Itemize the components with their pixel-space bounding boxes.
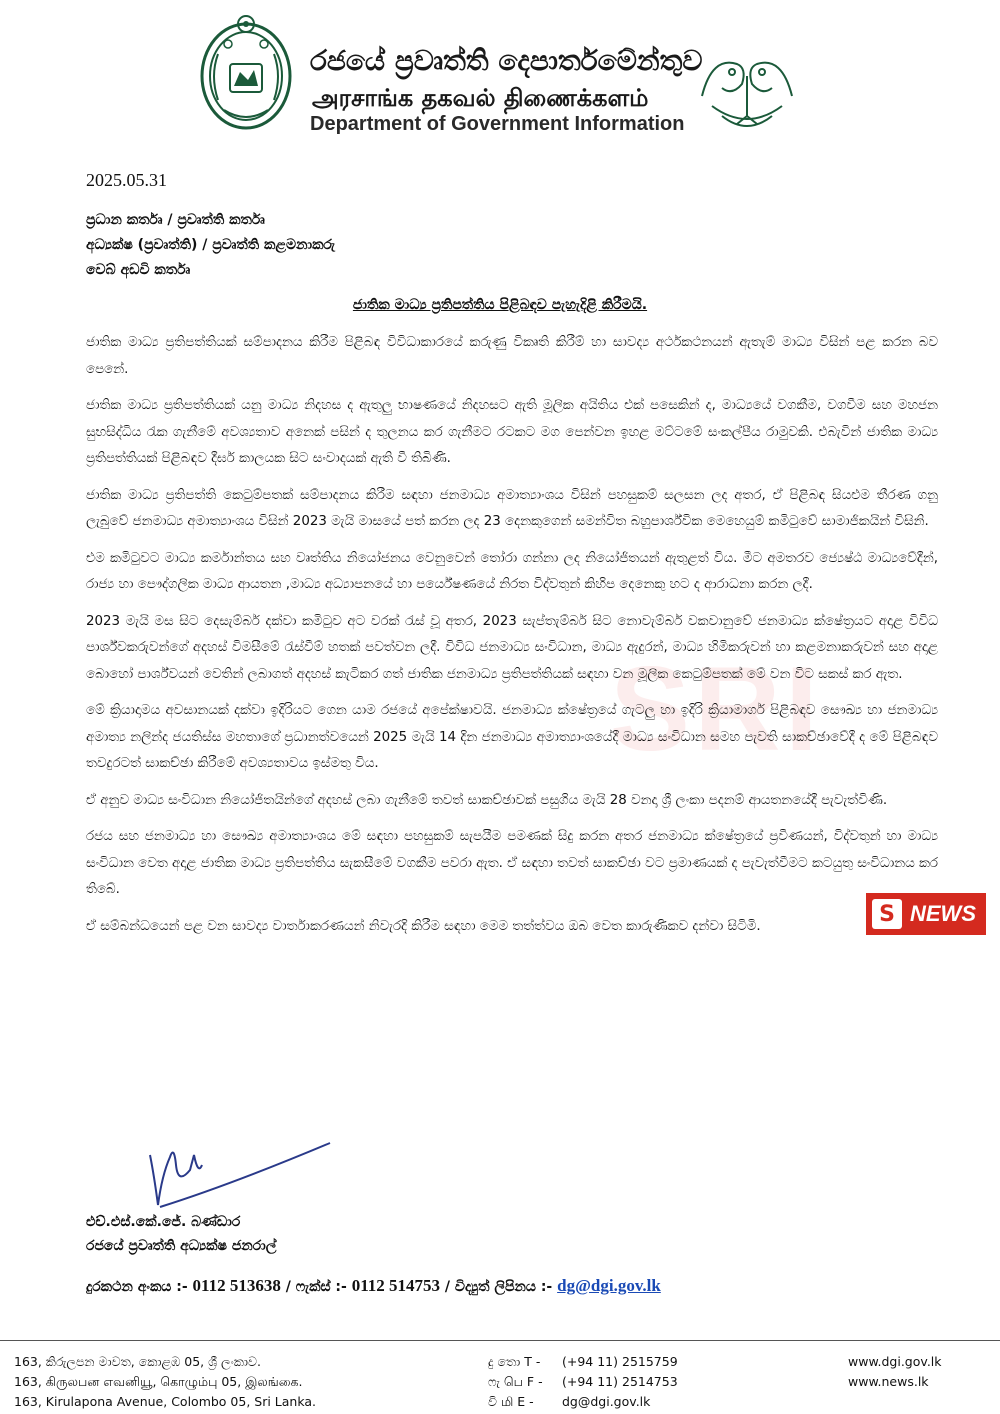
phone-label: දුරකථන අංකය :- xyxy=(86,1279,188,1295)
body-paragraph: ජාතික මාධ්‍ය ප්‍රතිපත්තියක් යනු මාධ්‍ය නිදහස ද ඇතුලු භාෂණයේ නිදහසට ඇති මූලික අයිතිය එක් පසෙකින් ද, මාධ්‍යයේ වගකීම, වගවීම සහ මහජන සුභසිද්ධිය රැක ගැනීමේ අවශ්‍යතාව අනෙක් පසින් ද තුලනය කර ගැනීමට රටකට මග පෙන්වන ඉහළ මට්ටමේ සංකල්පීය රාමුවකි. එබැවින් ජාතික මාධ්‍ය ප්‍රතිපත්තියක් පිළිබඳව දීර්ඝ කාලයක සිට සංවාදයක් ඇති වී තිබිණි. xyxy=(86,398,938,466)
news-logo-badge xyxy=(866,893,986,935)
body-paragraph: එම කමිටුවට මාධ්‍ය කර්මාන්තය සහ වෘත්තිය නියෝජනය වෙනුවෙන් තෝරා ගන්නා ලද නියෝජිතයන් ඇතුළත් විය. මීට අමතරව ජ්‍යෙෂ්ඨ මාධ්‍යවේදීන්, රාජ්‍ය හා පෞද්ගලික මාධ්‍ය ආයතන ,මාධ්‍ය අධ්‍යාපනයේ හා පර්යේෂණයේ නිරත විද්වතුන් කිහිප දෙනෙකු හට ද ආරාධනා කරන ලදී. xyxy=(86,550,938,592)
body-paragraph: ඒ සම්බන්ධයෙන් පළ වන සාවද්‍ය වාර්තාකරණයන් නිවැරදි කිරීම සඳහා මෙම තත්ත්වය ඔබ වෙත කාරුණිකව දන්වා සිටිමි. xyxy=(86,918,761,934)
address-sinhala: 163, කිරුලපන මාවත, කොළඹ 05, ශ්‍රී ලංකාව. xyxy=(14,1354,261,1369)
footer-websites xyxy=(848,1352,942,1392)
recipient-line: වෙබ් අඩවි කර්තෘ xyxy=(86,262,191,278)
address-english: 163, Kirulapona Avenue, Colombo 05, Sri Lanka. xyxy=(14,1394,316,1409)
footer-contacts xyxy=(488,1352,678,1412)
news-logo-icon: S xyxy=(872,899,902,929)
news-logo-text: NEWS xyxy=(910,901,976,926)
signatory-name: එච්.එස්.කේ.ජේ. බණ්ඩාර xyxy=(86,1214,241,1230)
footer-fax-label: ෆැ பெ F - xyxy=(488,1374,543,1389)
letterhead xyxy=(0,0,1000,150)
footer-email-label: වි மி E - xyxy=(488,1394,534,1409)
letter-subject: ජාතික මාධ්‍ය ප්‍රතිපත්තිය පිළිබඳව පැහැදිළි කිරීමයි. xyxy=(352,297,648,313)
phone-number: 0112 513638 xyxy=(192,1276,281,1295)
recipient-line: අධ්‍යක්ෂ (ප්‍රවෘත්ති) / ප්‍රවෘත්ති කළමනාකරු xyxy=(86,237,336,253)
watermark: SRI xyxy=(610,642,823,776)
footer-email[interactable]: dg@dgi.gov.lk xyxy=(562,1394,651,1409)
body-paragraph: රජය සහ ජනමාධ්‍ය හා සෞඛ්‍ය අමාත්‍යාංශය මේ සඳහා පහසුකම් සැපයීම පමණක් සිදු කරන අතර ජනමාධ්‍ය ක්ෂේත්‍රයේ ප්‍රවීණයන්, විද්වතුන් හා මාධ්‍ය සංවිධාන වෙත අදාළ ජාතික මාධ්‍ය ප්‍රතිපත්තිය සැකසීමේ වගකීම පවරා ඇත. ඒ සඳහා තවත් සාකච්ඡා වට ප්‍රමාණයක් ද පැවැත්වීමට කටයුතු සංවිධානය කර තිබේ. xyxy=(86,829,938,897)
website-link[interactable]: www.news.lk xyxy=(848,1374,929,1389)
org-name-sinhala: රජයේ ප්‍රවෘත්ති දෙපාර්තමේන්තුව xyxy=(310,44,703,77)
sri-lanka-emblem-icon xyxy=(196,14,296,134)
body-paragraph: මේ ක්‍රියාදාමය අවසානයක් දක්වා ඉදිරියට ගෙන යාම රජයේ අපේක්ෂාවයි. ජනමාධ්‍ය ක්ෂේත්‍රයේ ගැටලු හා ඉදිරි ක්‍රියාමාර්ග පිළිබඳව සෞඛ්‍ය හා ජනමාධ්‍ය අමාත්‍ය නලින්ද ජයතිස්ස මහතාගේ ප්‍රධානත්වයෙන් 2025 මැයි 14 දින ජනමාධ්‍ය අමාත්‍යාංශයේදී මාධ්‍ය සංවිධාන සමහ පැවති සාකච්ඡාවේදී ද මේ පිළිබඳව තවදුරටත් සාකච්ඡා කිරීමේ අවශ්‍යතාවය ඉස්මතු විය. xyxy=(86,703,938,771)
org-name-tamil: அரசாங்க தகவல் திணைக்களம் xyxy=(312,84,649,112)
footer-tel: (+94 11) 2515759 xyxy=(562,1354,678,1369)
email-link[interactable]: dg@dgi.gov.lk xyxy=(557,1276,661,1295)
email-label: / විද්‍යුත් ලිපිනය :- xyxy=(444,1279,553,1295)
letter-body xyxy=(86,330,938,950)
handwritten-signature xyxy=(140,1135,340,1215)
fax-number: 0112 514753 xyxy=(351,1276,441,1295)
decorative-swans-icon xyxy=(692,36,802,136)
footer-tel-label: දු තො T - xyxy=(488,1354,541,1369)
footer-address xyxy=(14,1352,316,1412)
signatory-block xyxy=(86,1210,276,1258)
body-paragraph: 2023 මැයි මස සිට දෙසැම්බර් දක්වා කමිටුව අට වරක් රැස් වූ අතර, 2023 සැප්තැම්බර් සිට නොවැම්බර් වකවානුවේ ජනමාධ්‍ය ක්ෂේත්‍රයට අදාළ විවිධ පාර්ශ්වකරුවන්ගේ අදහස් විමසීමේ රැස්වීම් හතක් පවත්වන ලදී. විවිධ ජනමාධ්‍ය සංවිධාන, මාධ්‍ය ඇදුරන්, මාධ්‍ය හිමිකරුවන් හා කළමනාකරුවන් සහ අදාළ බොහෝ පාර්ශ්වයන් වෙතින් ලබාගත් අදහස් කැටිකර ගත් ජාතික ජනමාධ්‍ය ප්‍රතිපත්තියක් සඳහා වන මූලික කෙටුම්පතක් මේ වන විට සකස් කර ඇත. xyxy=(86,613,938,682)
fax-label: / ෆැක්ස් :- xyxy=(285,1279,347,1295)
website-link[interactable]: www.dgi.gov.lk xyxy=(848,1354,942,1369)
body-paragraph: ජාතික මාධ්‍ය ප්‍රතිපත්තියක් සම්පාදනය කිරීම පිළිබඳ විවිධාකාරයේ කරුණු විකෘති කිරීම් හා සාවද්‍ය අර්ථකථනයන් ඇතැම් මාධ්‍ය විසින් පළ කරන බව පෙනේ. xyxy=(86,335,938,377)
org-name-english: Department of Government Information xyxy=(310,113,685,135)
signatory-title: රජයේ ප්‍රවෘත්ති අධ්‍යක්ෂ ජනරාල් xyxy=(86,1238,277,1254)
recipient-line: ප්‍රධාන කර්තෘ / ප්‍රවෘත්ති කර්තෘ xyxy=(86,212,265,228)
address-tamil: 163, கிருலபன எவனியூ, கொழும்பு 05, இலங்கை. xyxy=(14,1374,303,1389)
letter-date: 2025.05.31 xyxy=(86,170,167,190)
footer-fax: (+94 11) 2514753 xyxy=(562,1374,678,1389)
recipients-block xyxy=(86,208,335,283)
body-paragraph: ජාතික මාධ්‍ය ප්‍රතිපත්ති කෙටුම්පතක් සම්පාදනය කිරීම සඳහා ජනමාධ්‍ය අමාත්‍යාංශය විසින් පහසුකම් සලසන ලද අතර, ඒ පිළිබඳ සියළුම තීරණ ගනු ලැබුවේ ජනමාධ්‍ය අමාත්‍යාංශය විසින් 2023 මැයි මාසයේ පත් කරන ලද 23 දෙනකුගෙන් සමන්විත බහුපාර්ශ්වික මෙහෙයුම් කමිටුවේ සාමාජිකයින් විසිනි. xyxy=(86,487,938,529)
body-paragraph: ඒ අනුව මාධ්‍ය සංවිධාන නියෝජිතයින්ගේ අදහස් ලබා ගැනීමේ තවත් සාකච්ඡාවක් පසුගිය මැයි 28 වනදා ශ්‍රී ලංකා පදනම් ආයතනයේදී පැවැත්විණි. xyxy=(86,792,888,808)
contact-line xyxy=(86,1276,661,1296)
footer-divider xyxy=(0,1340,1000,1341)
